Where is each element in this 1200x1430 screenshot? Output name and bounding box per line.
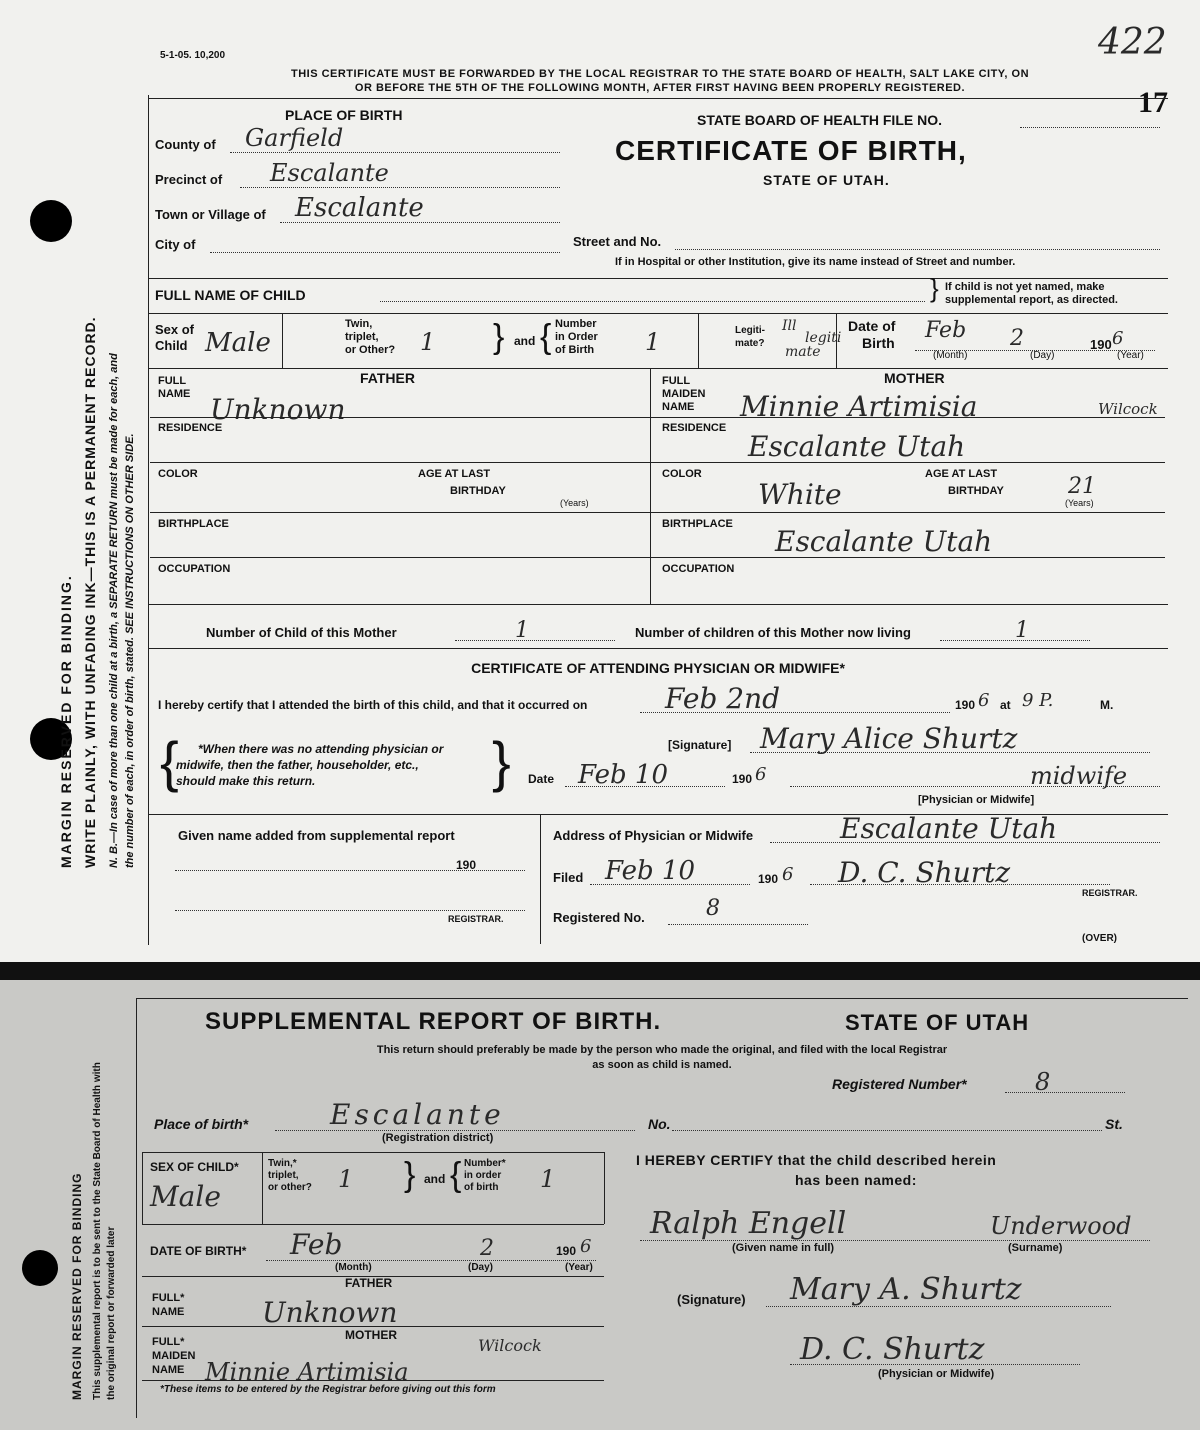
mother-birthplace: Escalante Utah [775,525,993,558]
margin-binding-text: MARGIN RESERVED FOR BINDING. [58,574,74,868]
signature-date: Feb 10 [578,760,668,790]
num-child-label: Number of Child of this Mother [206,625,397,640]
signature-role: midwife [1030,762,1128,790]
birth-order-value: 1 [540,1165,556,1193]
birth-order-value: 1 [645,328,661,356]
filed-date: Feb 10 [605,856,695,886]
date-of-birth-label: DATE OF BIRTH* [150,1244,247,1258]
footnote: *These items to be entered by the Registrar before giving out this form [160,1384,496,1395]
note-line-1: *When there was no attending physician or [198,742,444,756]
certify-line-2: has been named: [795,1172,917,1188]
form-border [148,95,149,945]
birth-certificate-sheet: MARGIN RESERVED FOR BINDING. WRITE PLAINLY, WITH UNFADING INK—THIS IS A PERMANENT RECORD. N. B.—In case of more than one child at a birth, a SEPARATE RETURN must be made for each, and the number of each, in order of birth, stated. SEE INSTRUCTIONS ON OTHER SIDE. 422 17 5-1-05. 10,200 THIS CERTIFICATE MUST BE FORWARDED BY THE LOCAL REGISTRAR TO THE STATE BOARD OF HEALTH, SALT LAKE CITY, ON OR BEFORE THE 5TH OF THE FOLLOWING MONTH, AFTER FIRST HAVING BEEN PROPERLY REGISTERED. PLACE OF BIRTH County of Garfield Precinct of Escalante Town or Village of Escalante City of STATE BOARD OF HEALTH FILE NO. CERTIFICATE OF BIRTH, STATE OF UTAH. Street and No. If in Hospital or other Institution, give its name instead of Street and number. FULL NAME OF CHILD } If child is not yet named, make supplemental report, as directed. Sex of Child Male Twin, triplet, or Other? 1 } and { Number in Order of Birth 1 Legiti- mate? Ill legiti mate Date of Birth Feb 2 190 6 (Month) (Day) (Year) FATHER MOTHER FULL NAME Unknown FULL MAIDEN NAME Minnie Artimisia Wilcock RESIDENCE RESIDENCE Escalante Utah COLOR AGE AT LAST BIRTHDAY (Years) COLOR White AGE AT LAST BIRTHDAY 21 (Years) BIRTHPLACE BIRTHPLACE Escalante Utah OCCUPATION OCCUPATION Number of Child of this Mother 1 Number of children of this Mother now living 1 CERTIFICATE OF ATTENDING PHYSICIAN OR MIDWIFE* I hereby certify that I attended the birth of this child, and that it occurred on Feb 2nd 190 6 at 9 P. M. { *When there was no attending physician or midwife, then the father, householder, etc., should make this return. } [Signature] Mary Alice Shurtz Date Feb 10 190 6 midwife [Physician or Midwife] Given name added from supplemental report 190 REGISTRAR. Address of Physician or Midwife Escalante Utah Filed Feb 10 190 6 D. C. Shurtz REGISTRAR. Registered No. 8 (OVER) [0,0,1200,962]
divider [148,313,1168,314]
divider [148,604,1168,605]
filed-registrar-signature: D. C. Shurtz [838,856,1011,889]
date-of-birth-label: Date of [848,318,896,334]
supplemental-title: SUPPLEMENTAL REPORT OF BIRTH. [205,1008,662,1035]
supplemental-subtitle: STATE OF UTAH [845,1010,1030,1035]
street-label: Street and No. [573,234,662,249]
given-name-label: Given name added from supplemental report [178,828,455,843]
punch-hole [22,1250,58,1286]
full-name-note-2: supplemental report, as directed. [945,294,1118,306]
birth-year-suffix: 6 [1112,328,1124,349]
divider [148,648,1168,649]
over-note: (OVER) [1082,933,1117,944]
sex-value: Male [205,328,271,358]
certify-date: Feb 2nd [665,682,781,715]
county-value: Garfield [245,124,344,152]
address-label: Address of Physician or Midwife [553,828,754,843]
supplemental-report-sheet: MARGIN RESERVED FOR BINDING This supplemental report is to be sent to the State Board of Health with the original report or forwarded later SUPPLEMENTAL REPORT OF BIRTH. STATE OF UTAH This return should preferably be made by the person who made the original, and filed with the local Registrar as soon as child is named. Registered Number* 8 Place of birth* Escalante (Registration district) No. St. SEX OF CHILD* Male Twin,* triplet, or other? 1 } and { Number* in order of birth 1 DATE OF BIRTH* Feb 2 190 6 (Month) (Day) (Year) FATHER FULL* NAME Unknown MOTHER FULL* MAIDEN NAME Minnie Artimisia Wilcock *These items to be entered by the Registrar before giving out this form I HEREBY CERTIFY that the child described herein has been named: Ralph Engell Underwood (Given name in full) (Surname) (Signature) Mary A. Shurtz D. C. Shurtz (Physician or Midwife) [0,980,1200,1430]
place-of-birth-label: Place of birth* [154,1116,249,1132]
birth-month: Feb [925,318,967,343]
certify-time: 9 P. [1022,690,1054,711]
notice-line-1: THIS CERTIFICATE MUST BE FORWARDED BY THE LOCAL REGISTRAR TO THE STATE BOARD OF HEALTH, SALT LAKE CITY, ON [290,68,1030,80]
father-heading: FATHER [360,370,415,386]
intro-line-1: This return should preferably be made by the person who made the original, and filed with the local Registrar [376,1044,948,1056]
precinct-label: Precinct of [155,172,223,187]
hospital-note: If in Hospital or other Institution, give its name instead of Street and number. [615,256,1016,268]
twin-value: 1 [338,1165,354,1193]
address-value: Escalante Utah [840,812,1058,845]
dob-day: 2 [480,1236,494,1261]
mother-name: Minnie Artimisia [205,1358,409,1386]
mother-residence: Escalante Utah [748,430,966,463]
signature-value: Mary Alice Shurtz [760,722,1018,755]
signature-2: D. C. Shurtz [800,1332,985,1367]
twin-value: 1 [420,328,436,356]
mother-name-extra: Wilcock [1098,400,1158,418]
full-name-note-1: If child is not yet named, make [945,281,1105,293]
margin-note-1: N. B.—In case of more than one child at a birth, a SEPARATE RETURN must be made for each, and [108,353,120,868]
margin-binding-text: MARGIN RESERVED FOR BINDING [70,1172,84,1400]
num-child-value: 1 [515,618,529,643]
signature-value: Mary A. Shurtz [790,1272,1022,1307]
form-number: 5-1-05. 10,200 [160,50,226,61]
registered-label: Registered No. [553,910,645,925]
birth-day: 2 [1010,326,1024,351]
sex-label: SEX OF CHILD* [150,1160,239,1174]
num-living-label: Number of children of this Mother now living [635,625,911,640]
certify-line-1: I HEREBY CERTIFY that the child described herein [636,1152,997,1168]
divider [148,98,1168,99]
given-name: Ralph Engell [650,1206,847,1241]
num-living-value: 1 [1015,618,1029,643]
margin-note-1: This supplemental report is to be sent to the State Board of Health with [92,1062,103,1400]
town-value: Escalante [295,193,424,223]
handwritten-number: 422 [1098,22,1167,63]
mother-name: Minnie Artimisia [740,390,978,423]
place-of-birth-heading: PLACE OF BIRTH [285,107,403,123]
file-no-label: STATE BOARD OF HEALTH FILE NO. [697,112,942,128]
registered-number-value: 8 [1035,1068,1051,1096]
certificate-heading: CERTIFICATE OF ATTENDING PHYSICIAN OR MIDWIFE* [471,660,845,676]
sex-label: Sex of [155,322,195,337]
mother-name-extra: Wilcock [478,1336,542,1355]
punch-hole [30,200,72,242]
signature-label: [Signature] [668,738,732,752]
place-of-birth-value: Escalante [330,1098,505,1131]
father-heading: FATHER [345,1276,393,1290]
legitimate-value: Ill [782,318,797,334]
certify-text: I hereby certify that I attended the birth of this child, and that it occurred on [158,698,588,712]
full-name-label: FULL NAME OF CHILD [155,287,306,303]
precinct-value: Escalante [270,159,389,187]
sex-value: Male [150,1180,221,1213]
surname: Underwood [990,1212,1132,1240]
divider [148,278,1168,279]
mother-heading: MOTHER [345,1328,397,1342]
county-label: County of [155,137,216,152]
margin-note-2: the number of each, in order of birth, stated. SEE INSTRUCTIONS ON OTHER SIDE. [124,433,136,868]
divider [148,368,1168,369]
city-label: City of [155,237,196,252]
father-name: Unknown [210,393,346,426]
signature-label: (Signature) [677,1292,746,1307]
mother-age: 21 [1068,474,1096,499]
mother-heading: MOTHER [884,370,945,386]
margin-note-2: the original report or forwarded later [106,1226,117,1400]
registered-value: 8 [706,896,720,921]
certificate-subtitle: STATE OF UTAH. [763,172,890,188]
intro-line-2: as soon as child is named. [592,1059,732,1071]
registered-number-label: Registered Number* [832,1076,967,1092]
page-number: 17 [1138,86,1168,119]
town-label: Town or Village of [155,207,266,222]
dob-month: Feb [290,1228,343,1261]
notice-line-2: OR BEFORE THE 5TH OF THE FOLLOWING MONTH, AFTER FIRST HAVING BEEN PROPERLY REGISTERED. [354,82,966,94]
margin-permanent-text: WRITE PLAINLY, WITH UNFADING INK—THIS IS A PERMANENT RECORD. [82,316,98,868]
mother-color: White [758,478,842,511]
father-name: Unknown [262,1296,398,1329]
certificate-title: CERTIFICATE OF BIRTH, [615,135,967,166]
